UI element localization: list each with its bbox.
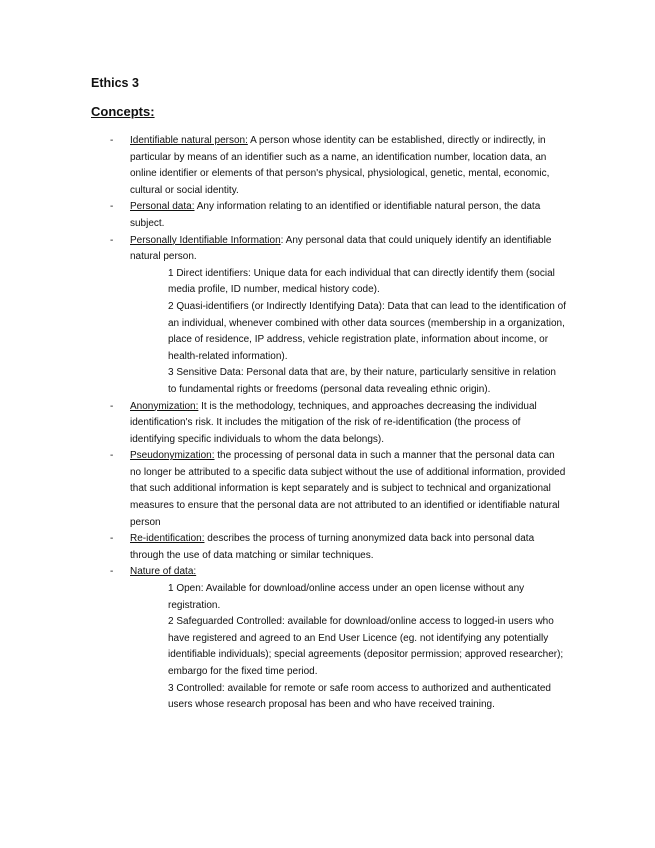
sub-item: 3 Controlled: available for remote or safe room access to authorized and authenticated users whose research proposal has been and who have received training. bbox=[168, 682, 551, 711]
concept-term: Personally Identifiable Information bbox=[130, 234, 281, 246]
sub-item: 3 Sensitive Data: Personal data that are, by their nature, particularly sensitive in relation to fundamental rights or freedoms (personal data revealing ethnic origin). bbox=[168, 367, 556, 395]
list-item bbox=[110, 233, 566, 399]
concept-term: Anonymization: bbox=[130, 400, 199, 412]
bullet-dash: - bbox=[110, 450, 114, 462]
bullet-dash: - bbox=[110, 201, 114, 213]
list-item bbox=[110, 564, 566, 713]
sub-item: 2 Quasi-identifiers (or Indirectly Identifying Data): Data that can lead to the identification of an individual, whenever combined with other data sources (membership in a organization, place of residence, IP address, vehicle registration plate, information about income, or health-related information). bbox=[168, 300, 566, 362]
sub-item: 1 Open: Available for download/online access under an open license without any registration. bbox=[168, 583, 525, 611]
list-item bbox=[110, 531, 566, 564]
concept-term: Nature of data: bbox=[130, 566, 197, 578]
concept-definition: : Any personal data that could uniquely identify an identifiable natural person. bbox=[130, 234, 552, 263]
concept-definition: the processing of personal data in such a manner that the personal data can no longer be attributed to a specific data subject without the use of additional information, provided that such additional information is kept separately and is subject to technical and organizational measures to ensure that the personal data are not attributed to an identified or identifiable natural person bbox=[130, 450, 566, 528]
document-title: Ethics 3 bbox=[91, 76, 139, 90]
concept-term: Identifiable natural person: bbox=[130, 135, 248, 146]
section-heading: Concepts: bbox=[91, 104, 155, 119]
bullet-dash: - bbox=[110, 533, 114, 545]
bullet-dash: - bbox=[110, 234, 114, 246]
list-item bbox=[110, 399, 566, 449]
concept-term: Pseudonymization: bbox=[130, 450, 215, 462]
concept-term: Re-identification: bbox=[130, 533, 205, 545]
sub-item: 1 Direct identifiers: Unique data for each individual that can directly identify them (social media profile, ID number, medical history code). bbox=[168, 267, 555, 296]
concept-list bbox=[110, 133, 566, 714]
bullet-dash: - bbox=[110, 566, 114, 578]
sub-item: 2 Safeguarded Controlled: available for download/online access to logged-in users who have registered and agreed to an End User Licence (eg. not identifying any potentially identifiable individuals); special agreements (depositor permission; approved researcher); embargo for the fixed time period. bbox=[168, 616, 564, 677]
concept-definition: It is the methodology, techniques, and approaches decreasing the individual identification's risk. It includes the mitigation of the risk of re-identification (the process of identifying specific individuals to whom the data belongs). bbox=[130, 400, 537, 445]
concept-definition: A person whose identity can be established, directly or indirectly, in particular by means of an identifier such as a name, an identification number, location data, an online identifier or elements of that person's physical, physiological, genetic, mental, economic, cultural or social identity. bbox=[130, 135, 550, 196]
bullet-dash: - bbox=[110, 400, 114, 412]
concept-term: Personal data: bbox=[130, 201, 195, 213]
list-item bbox=[110, 199, 566, 232]
list-item bbox=[110, 448, 566, 531]
bullet-dash: - bbox=[110, 135, 114, 146]
list-item bbox=[110, 133, 566, 199]
concept-definition: describes the process of turning anonymized data back into personal data through the use of data matching or similar techniques. bbox=[130, 533, 535, 561]
concept-definition: Any information relating to an identified or identifiable natural person, the data subject. bbox=[130, 201, 541, 229]
